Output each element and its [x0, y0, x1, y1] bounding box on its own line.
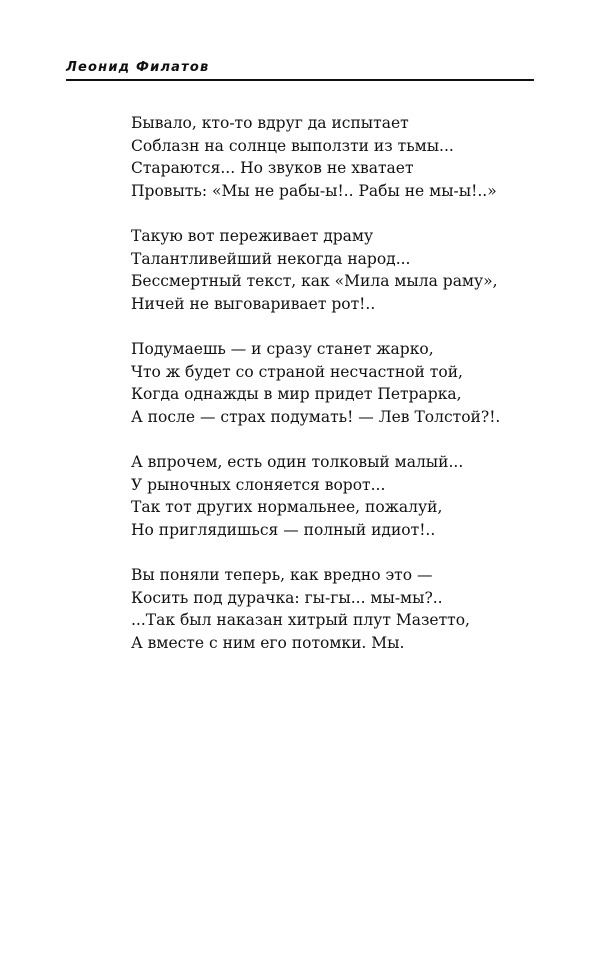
poem-line: А впрочем, есть один толковый малый... [131, 453, 464, 471]
poem-line: Так тот других нормальнее, пожалуй, [131, 498, 443, 516]
poem-line: Когда однажды в мир придет Петрарка, [131, 385, 462, 403]
header-rule [66, 79, 534, 81]
running-head [66, 60, 534, 76]
poem-line: ...Так был наказан хитрый плут Мазетто, [131, 611, 470, 629]
poem-line: У рыночных слоняется ворот... [131, 475, 386, 494]
poem-line: Талантливейший некогда народ... [131, 249, 411, 268]
poem-body [131, 112, 531, 677]
poem-line: Стараются... Но звуков не хватает [131, 159, 414, 177]
poem-line: Соблазн на солнце выползти из тьмы... [131, 136, 454, 155]
poem-line: А после — страх подумать! — Лев Толстой?!. [131, 407, 501, 426]
poem-line: Вы поняли теперь, как вредно это — [131, 566, 433, 584]
poem-line: Бессмертный текст, как «Мила мыла раму», [131, 272, 498, 290]
stanza [131, 451, 531, 541]
poem-line: Ничей не выговаривает рот!.. [131, 294, 376, 313]
poem-line: Такую вот переживает драму [131, 227, 374, 245]
stanza [131, 112, 531, 202]
poem-line: Подумаешь — и сразу станет жарко, [131, 340, 434, 358]
poem-line: Косить под дурачка: гы-гы... мы-мы?.. [131, 588, 443, 607]
poem-line: Но приглядишься — полный идиот!.. [131, 520, 436, 539]
poem-line: Что ж будет со страной несчастной той, [131, 362, 463, 381]
stanza [131, 225, 531, 315]
poem-line: А вместе с ним его потомки. Мы. [131, 633, 405, 652]
poem-line: Провыть: «Мы не рабы-ы!.. Рабы не мы-ы!..» [131, 181, 497, 200]
stanza [131, 338, 531, 428]
author-name: Леонид Филатов [66, 60, 210, 75]
poem-line: Бывало, кто-то вдруг да испытает [131, 114, 409, 132]
stanza [131, 564, 531, 654]
